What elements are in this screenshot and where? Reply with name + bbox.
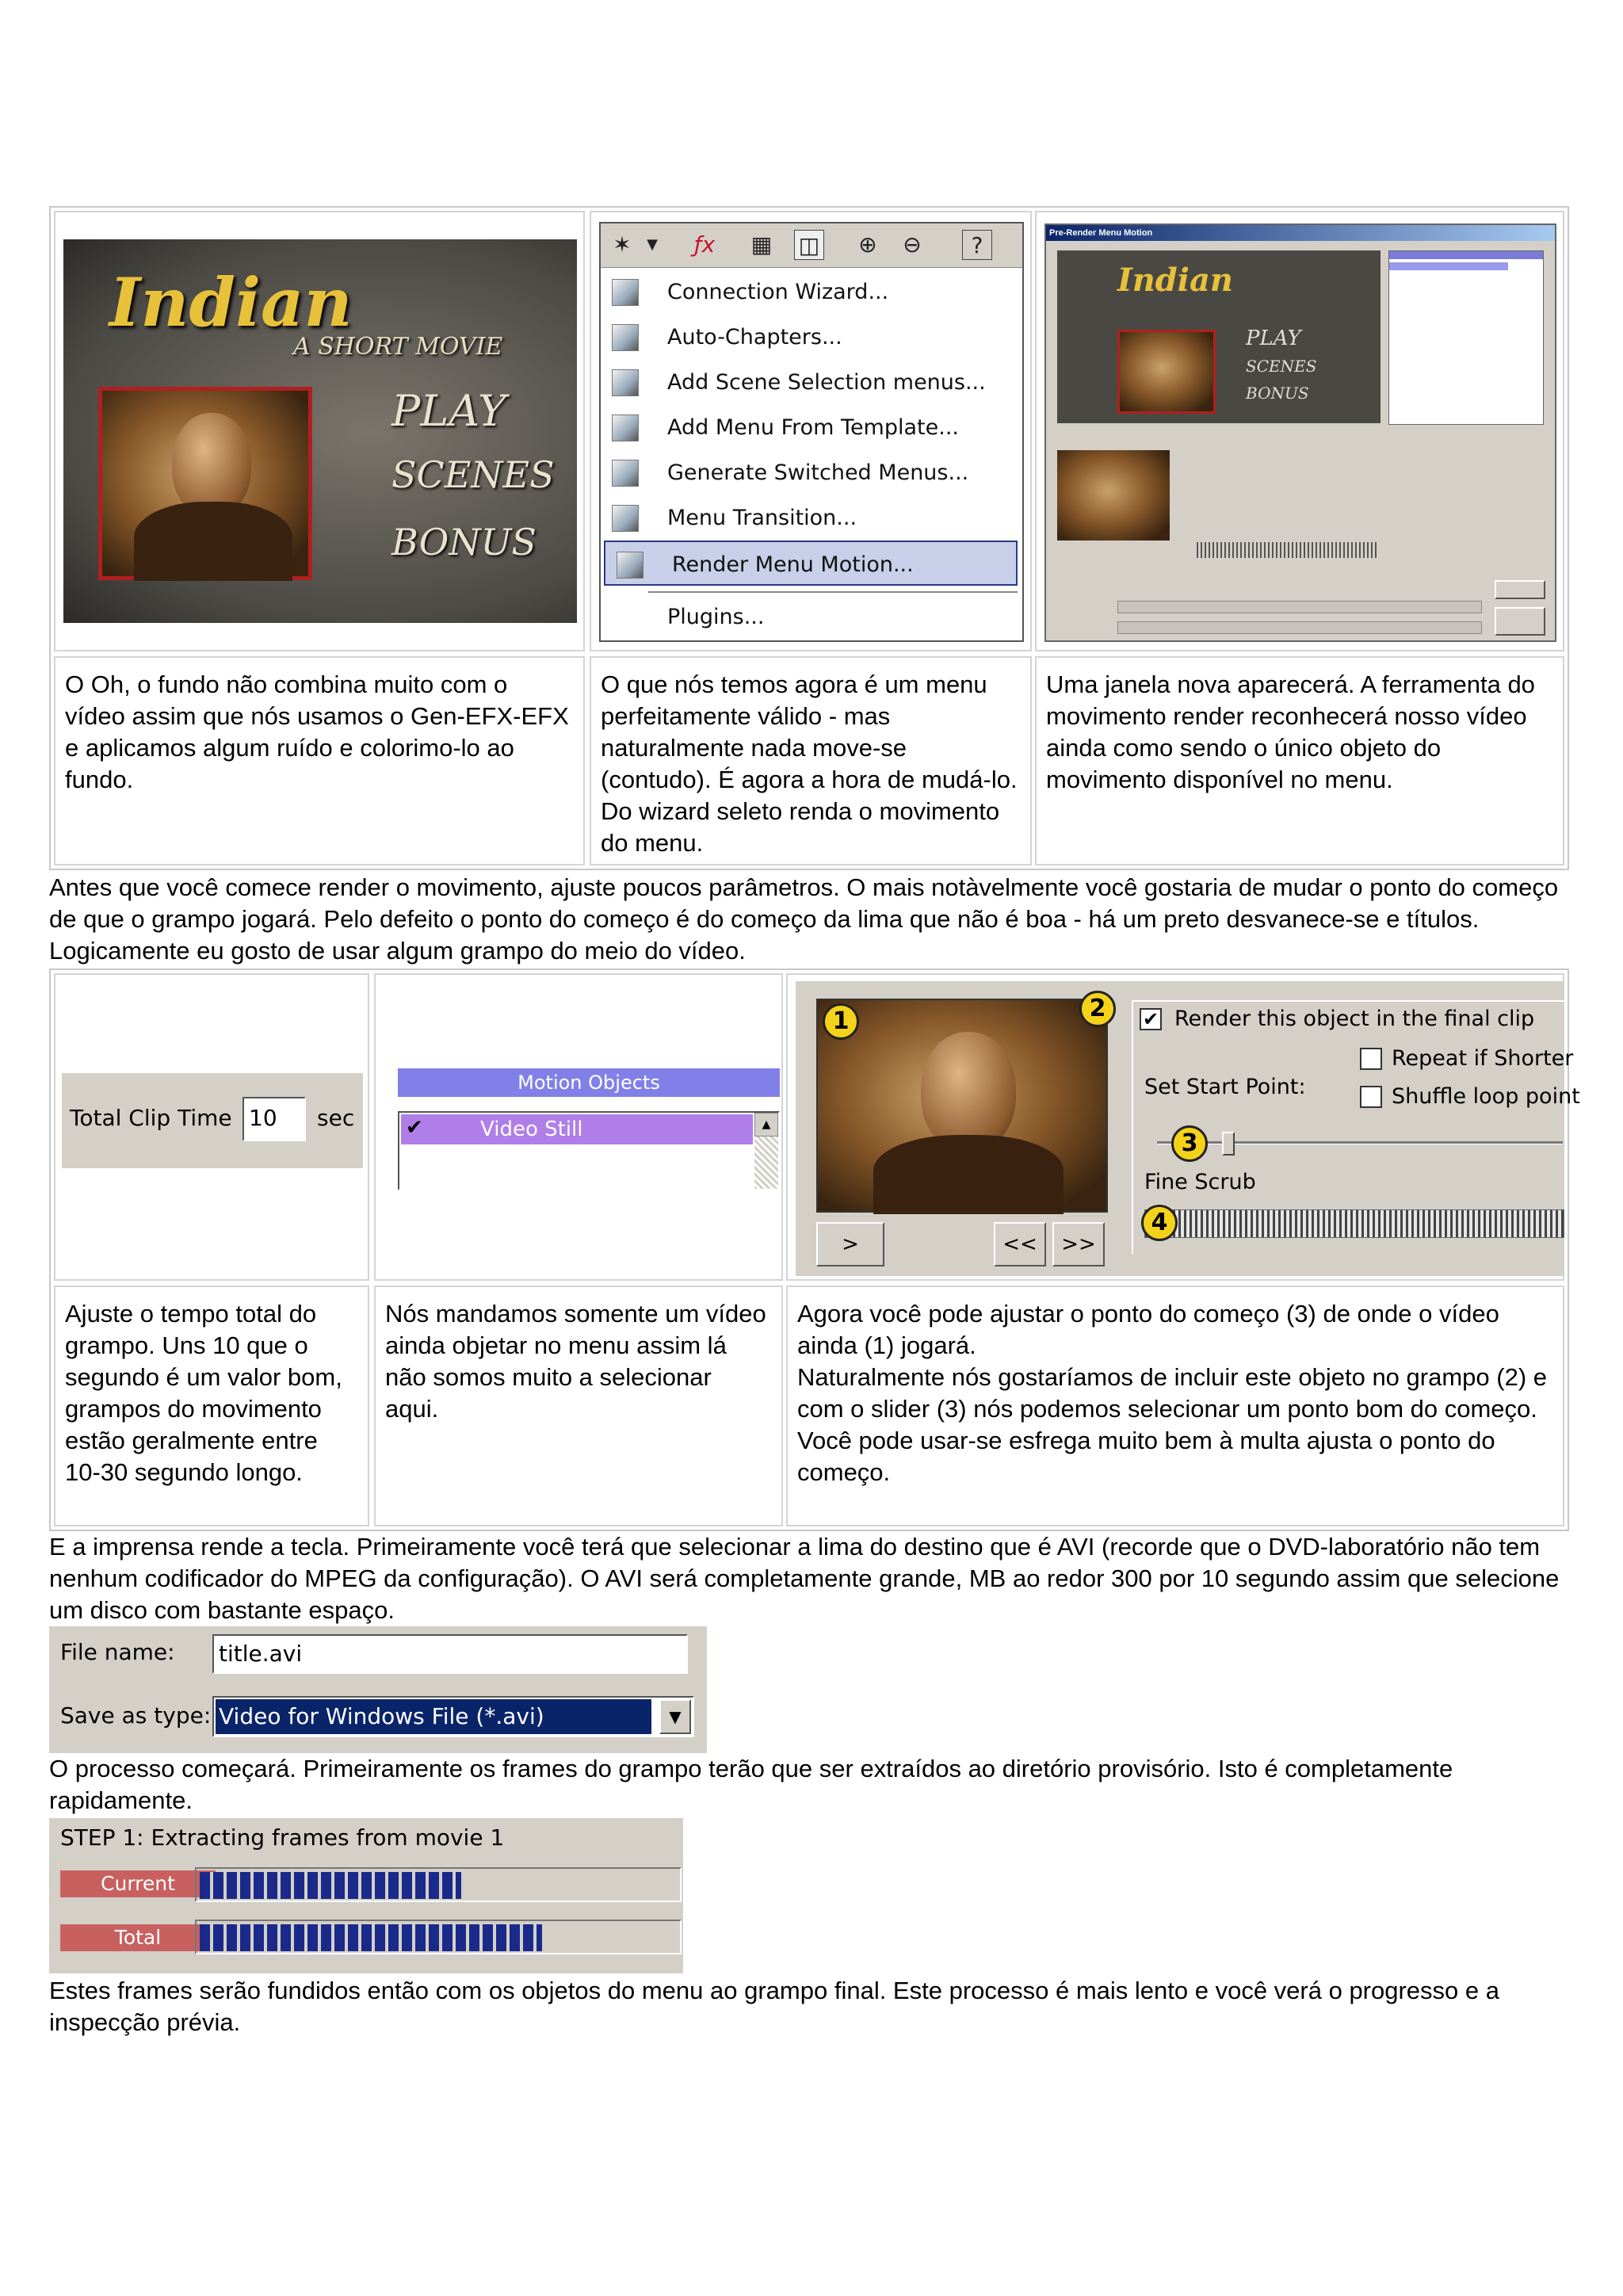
forward-button[interactable]: >>	[1052, 1222, 1105, 1266]
menu-label: Render Menu Motion...	[672, 552, 914, 577]
progress-panel	[49, 1818, 683, 1973]
menu-label: Connection Wizard...	[667, 280, 889, 304]
menu-label: Menu Transition...	[667, 506, 857, 530]
paragraph-1: Antes que você comece render o movimento, ajuste poucos parâmetros. O mais notàvelmente você gostaria de mudar o ponto do começo de que o grampo jogará. Pelo defeito o ponto do começo é do começo da lima que não é boa - há um preto desvanece-se e títulos. Logicamente eu gosto de usar algum grampo do meio do vídeo.	[49, 873, 1559, 965]
clip-time-cell	[54, 973, 369, 1281]
render-label: Render this object in the final clip	[1174, 1007, 1535, 1031]
dialog-thumb	[1057, 450, 1170, 541]
render-motion-icon	[617, 552, 643, 579]
zoom-in-icon[interactable]: ⊕	[858, 231, 877, 258]
menu-label: Add Menu From Template...	[667, 415, 959, 440]
video-still-preview	[816, 999, 1108, 1213]
dialog-scrub[interactable]	[1197, 542, 1379, 558]
menu-item-scenes: SCENES	[391, 453, 555, 496]
marker-1: 1	[823, 1003, 859, 1040]
motion-object-label: Video Still	[480, 1117, 583, 1141]
settings-group	[1132, 1000, 1580, 1254]
dropdown-arrow-icon[interactable]: ▼	[647, 236, 658, 253]
caption-cell-4	[54, 1286, 369, 1526]
caption-3: Uma janela nova aparecerá. A ferramenta do movimento render reconhecerá nosso vídeo ainda como sendo o único objeto do movimento disponível no menu.	[1046, 670, 1535, 793]
snap-icon[interactable]: ◫	[794, 230, 824, 260]
play-button[interactable]: >	[816, 1222, 884, 1266]
motion-objects-list[interactable]	[398, 1111, 780, 1190]
motion-objects-header	[398, 1068, 780, 1097]
save-type-value: Video for Windows File (*.avi)	[219, 1703, 544, 1729]
start-point-slider-thumb[interactable]	[1222, 1132, 1235, 1156]
caption-cell-5	[374, 1286, 783, 1526]
dialog-progress-total	[1117, 621, 1482, 634]
shuffle-label: Shuffle loop point	[1392, 1084, 1580, 1109]
caption-cell-2	[590, 656, 1032, 865]
caption-5: Nós mandamos somente um vídeo ainda objetar no menu assim lá não somos muito a selecionar aqui.	[385, 1300, 766, 1423]
menu-connection-wizard[interactable]	[601, 269, 1022, 315]
dialog-titlebar	[1046, 225, 1555, 241]
motion-objects-cell	[374, 973, 783, 1281]
scene-selection-icon	[612, 369, 639, 396]
dialog-progress-current	[1117, 601, 1482, 613]
motion-objects-title: Motion Objects	[517, 1072, 660, 1094]
check-icon: ✔	[406, 1116, 423, 1140]
repeat-label: Repeat if Shorter	[1392, 1046, 1574, 1071]
settings-cell	[786, 973, 1580, 1281]
marker-4: 4	[1141, 1205, 1178, 1241]
fx-icon[interactable]: ƒx	[693, 231, 716, 258]
clip-time-panel	[62, 1073, 363, 1168]
preview-item-play: PLAY	[1246, 327, 1301, 350]
menu-add-from-template[interactable]	[601, 405, 1022, 450]
fine-scrub-bar[interactable]	[1144, 1209, 1564, 1238]
total-badge	[60, 1924, 216, 1951]
caption-2: O que nós temos agora é um menu perfeitamente válido - mas naturalmente nada move-se (contudo). É agora a hora de mudá-lo. Do wizard seleto renda o movimento do menu.	[601, 670, 1018, 857]
save-dialog	[49, 1626, 707, 1753]
prerender-dialog	[1044, 223, 1556, 642]
menu-generate-switched[interactable]	[601, 450, 1022, 495]
auto-chapters-icon	[612, 324, 639, 351]
prerender-dialog-cell	[1035, 211, 1564, 651]
motion-object-item[interactable]	[401, 1114, 753, 1144]
wand-icon[interactable]: ✶	[613, 231, 632, 258]
zoom-out-icon[interactable]: ⊖	[903, 231, 922, 258]
menu-label: Plugins...	[667, 605, 765, 629]
dialog-close-button[interactable]	[1495, 580, 1545, 599]
step-label: STEP 1: Extracting frames from movie 1	[60, 1824, 505, 1851]
filename-value: title.avi	[219, 1641, 303, 1667]
current-progress-bar	[200, 1872, 461, 1899]
paragraph-2: E a imprensa rende a tecla. Primeiramente você terá que selecionar a lima do destino que é AVI (recorde que o DVD-laboratório não tem nenhum codificador do MPEG da configuração). O AVI será completamente grande, MB ao redor 300 por 10 segundo assim que selecione um disco com bastante espaço.	[49, 1533, 1560, 1624]
marker-3: 3	[1171, 1125, 1208, 1162]
fine-scrub-label: Fine Scrub	[1144, 1170, 1256, 1194]
caption-4: Ajuste o tempo total do grampo. Uns 10 que o segundo é um valor bom, grampos do movimento estão geralmente entre 10-30 segundo longo.	[65, 1300, 342, 1486]
movie-menu-cell	[54, 211, 585, 651]
filename-input[interactable]	[212, 1634, 688, 1674]
menu-divider	[648, 591, 1018, 593]
movie-thumbnail	[98, 387, 312, 580]
dialog-preview	[1057, 250, 1381, 423]
start-point-label: Set Start Point:	[1144, 1075, 1306, 1099]
template-icon	[612, 415, 639, 441]
current-label: Current	[101, 1872, 175, 1895]
menu-label: Generate Switched Menus...	[667, 460, 969, 485]
total-label: Total	[114, 1926, 162, 1949]
help-icon[interactable]: ?	[962, 230, 992, 260]
clip-time-value: 10	[249, 1105, 277, 1131]
caption-cell-3	[1035, 656, 1564, 865]
dialog-list[interactable]	[1388, 250, 1544, 425]
preview-item-scenes: SCENES	[1246, 357, 1317, 376]
menu-items	[601, 269, 1022, 642]
caption-1: O Oh, o fundo não combina muito com o vídeo assim que nós usamos o Gen-EFX-EFX e aplicamos algum ruído e colorimo-lo ao fundo.	[65, 670, 569, 793]
settings-panel	[796, 981, 1580, 1276]
caption-6: Agora você pode ajustar o ponto do começo (3) de onde o vídeo ainda (1) jogará. Naturalmente nós gostaríamos de incluir este objeto no grampo (2) e com o slider (3) nós podemos selecionar um ponto bom do começo. Você pode usar-se esfrega muito bem à multa ajusta o ponto do começo.	[797, 1300, 1547, 1486]
menu-add-scene-selection[interactable]	[601, 360, 1022, 405]
save-type-selected	[216, 1699, 651, 1734]
repeat-checkbox[interactable]	[1360, 1048, 1382, 1070]
paragraph-4: Estes frames serão fundidos então com os objetos do menu ao grampo final. Este processo é mais lento e você verá o progresso e a inspecção prévia.	[49, 1977, 1499, 2036]
wizard-dropdown	[599, 222, 1024, 642]
filename-label: File name:	[60, 1639, 175, 1665]
grid-icon[interactable]: ▦	[750, 231, 773, 258]
movie-subtitle: A SHORT MOVIE	[293, 333, 503, 361]
menu-transition[interactable]	[601, 495, 1022, 541]
movie-title: Indian	[109, 263, 353, 342]
preview-thumb	[1117, 330, 1216, 414]
movie-menu-image	[63, 239, 577, 623]
save-type-select[interactable]	[212, 1696, 694, 1737]
clip-time-label: Total Clip Time	[70, 1105, 232, 1131]
connection-wizard-icon	[612, 279, 639, 306]
preview-item-bonus: BONUS	[1246, 384, 1309, 403]
menu-label: Add Scene Selection menus...	[667, 370, 986, 395]
current-badge	[60, 1870, 216, 1897]
menu-render-motion[interactable]	[604, 541, 1018, 586]
menu-item-play: PLAY	[391, 386, 506, 436]
toolbar	[601, 223, 1022, 268]
dialog-title: Pre-Render Menu Motion	[1049, 228, 1153, 238]
clip-time-input[interactable]	[242, 1097, 306, 1141]
marker-2: 2	[1079, 991, 1116, 1027]
caption-cell-6	[786, 1286, 1564, 1526]
menu-plugins[interactable]	[601, 594, 1022, 640]
transition-icon	[612, 505, 639, 532]
start-point-slider-track[interactable]	[1157, 1141, 1563, 1144]
switched-menus-icon	[612, 460, 639, 487]
menu-label: Auto-Chapters...	[667, 325, 842, 350]
caption-cell-1	[54, 656, 585, 865]
shuffle-checkbox[interactable]	[1360, 1086, 1382, 1108]
preview-title: Indian	[1117, 262, 1233, 299]
total-progress-bar	[200, 1924, 542, 1951]
chevron-down-icon[interactable]: ▼	[659, 1699, 691, 1734]
rewind-button[interactable]: <<	[994, 1222, 1046, 1266]
clip-time-unit: sec	[317, 1105, 355, 1131]
paragraph-3: O processo começará. Primeiramente os frames do grampo terão que ser extraídos ao diretório provisório. Isto é completamente rapidamente.	[49, 1755, 1453, 1814]
list-scrollbar[interactable]: ▲	[754, 1113, 778, 1189]
menu-auto-chapters[interactable]	[601, 315, 1022, 360]
save-type-label: Save as type:	[60, 1702, 212, 1729]
render-checkbox[interactable]: ✔	[1140, 1008, 1162, 1030]
menu-item-bonus: BONUS	[391, 521, 537, 563]
wizard-menu-cell	[590, 211, 1032, 651]
dialog-render-button[interactable]	[1495, 607, 1545, 636]
